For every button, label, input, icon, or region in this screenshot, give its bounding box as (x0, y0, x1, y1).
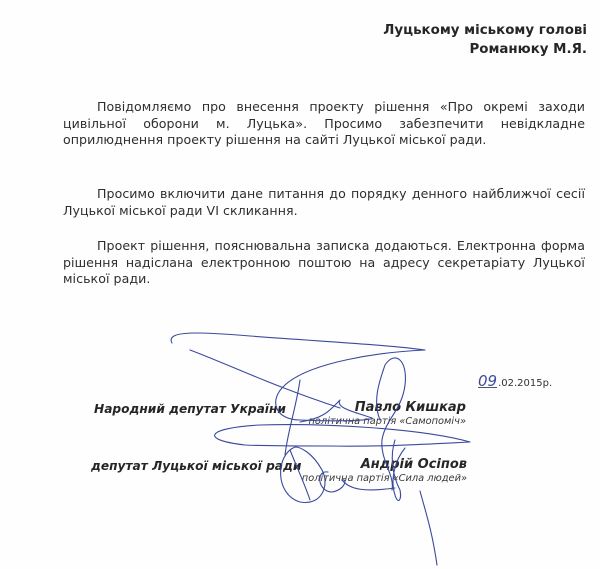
letter-date (478, 372, 552, 390)
paragraph-text: Повідомляємо про внесення проекту рішення «Про окремі заходи цивільної оборони м. Луцька». Просимо забезпечити невідкладне оприлюднення проекту рішення на сайті Луцької міської ради. (63, 99, 585, 148)
signatory-1 (309, 400, 466, 427)
signatory-2-role: депутат Луцької міської ради (91, 459, 302, 473)
handwritten-day: 09 (478, 372, 498, 390)
body-paragraph-2 (63, 186, 585, 219)
signatory-1-name: Павло Кишкар (354, 400, 466, 415)
signatory-2 (302, 457, 467, 484)
signatory-1-party: політична партія «Самопоміч» (308, 416, 466, 427)
signatory-2-name: Андрій Осіпов (360, 457, 467, 472)
body-paragraph-1 (63, 99, 585, 149)
signatory-1-role: Народний депутат України (94, 402, 286, 416)
addressee-line-1: Луцькому міському голові (383, 23, 587, 38)
paragraph-text: Просимо включити дане питання до порядку денного найближчої сесії Луцької міської ради VI скликання. (63, 186, 585, 218)
addressee-line-2: Романюку М.Я. (469, 42, 587, 57)
signatory-2-party: політична партія «Сила людей» (301, 473, 467, 484)
addressee-block (383, 21, 587, 59)
body-paragraph-3 (63, 238, 585, 288)
paragraph-text: Проект рішення, пояснювальна записка додаються. Електронна форма рішення надіслана електронною поштою на адресу секретаріату Луцької міської ради. (63, 238, 585, 287)
date-rest: .02.2015р. (498, 378, 553, 389)
